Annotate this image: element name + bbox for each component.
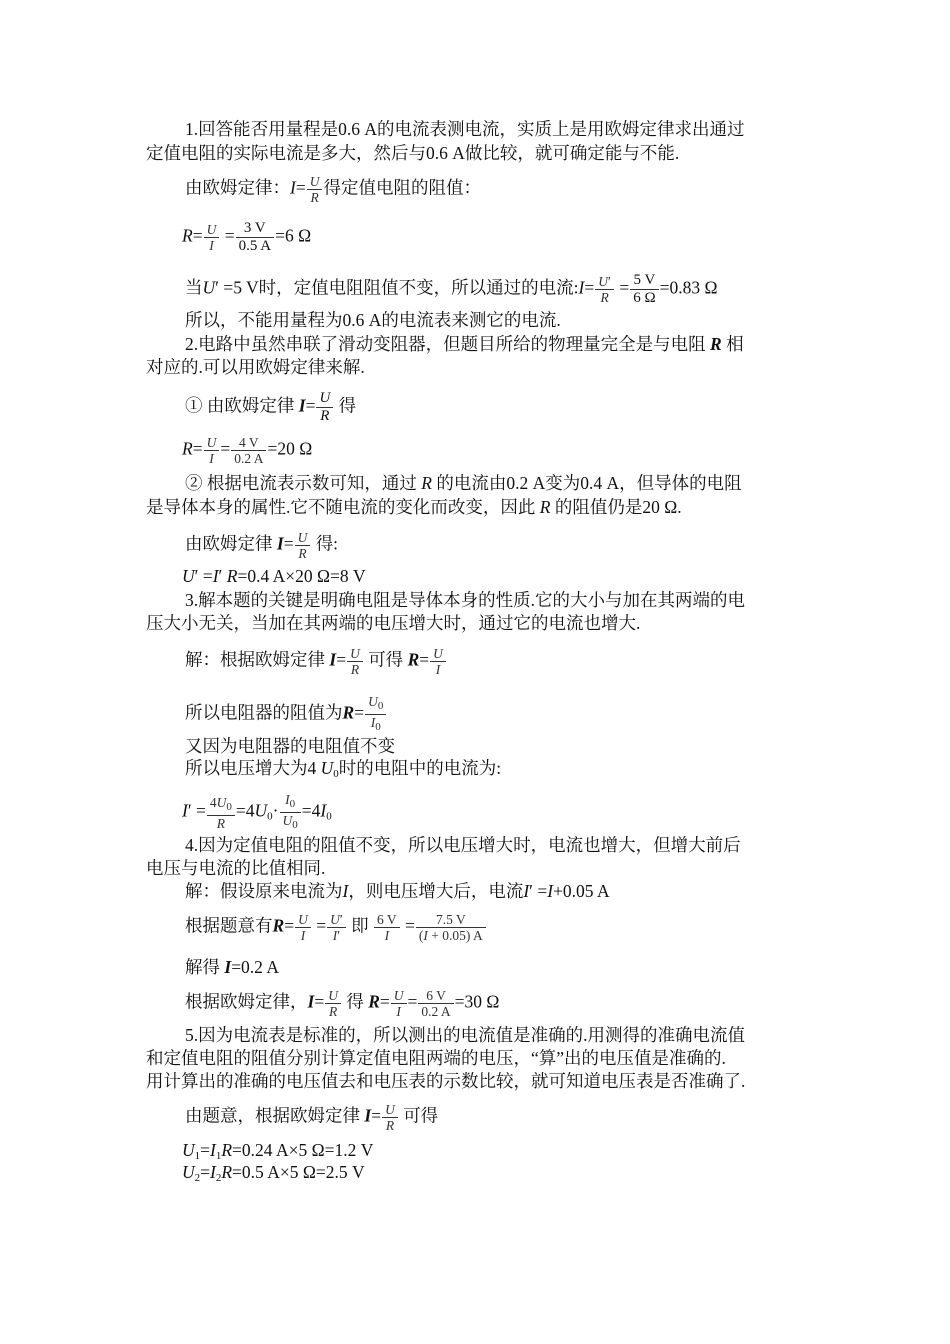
p2-step1: ① 由欧姆定律 I= $\frac{U}{R}$ 得 bbox=[185, 390, 357, 424]
p3-intro-cont: 压大小无关，当加在其两端的电压增大时，通过它的电流也增大. bbox=[146, 613, 641, 633]
p2-step2: ② 根据电流表示数可知，通过 R 的电流由0.2 A变为0.4 A，但导体的电阻 bbox=[185, 473, 742, 493]
fraction-U-over-R: $\frac{U}{R}$ bbox=[316, 390, 333, 425]
fraction-7-5V-over-I-plus: $\frac{7.5 V}{(I + 0.05) A}$ bbox=[416, 912, 486, 943]
fraction-values: $\frac{4 V}{0.2 A}$ bbox=[231, 435, 266, 466]
fraction-U-over-I: $\frac{U}{I}$ bbox=[204, 435, 220, 466]
fraction-U-over-I: $\frac{U}{I}$ bbox=[430, 646, 446, 677]
fraction-values: $\frac{6 V}{0.2 A}$ bbox=[418, 988, 453, 1019]
p2-resistance-equation: R= $\frac{U}{I}$ = $\frac{4 V}{0.2 A}$ =20 Ω bbox=[182, 435, 313, 466]
fraction-4U0-over-R: $\frac{4U_0}{R}$ bbox=[207, 795, 235, 831]
fraction-values: $\frac{3 V}{0.5 A}$ bbox=[236, 220, 275, 255]
fraction-U-prime-over-I-prime: $\frac{U'}{I'}$ bbox=[327, 912, 346, 943]
p3-resistor-value: 所以电阻器的阻值为R= $\frac{U_0}{I_0}$ bbox=[185, 694, 387, 735]
p1-ohm-law: 由欧姆定律：I= $\frac{U}{R}$ 得定值电阻的阻值： bbox=[185, 174, 481, 205]
p4-solve: 解得 I=0.2 A bbox=[185, 957, 279, 977]
fraction-U-prime-over-R: $\frac{U'}{R}$ bbox=[595, 274, 614, 305]
p1-conclusion: 所以，不能用量程为0.6 A的电流表来测它的电流. bbox=[185, 310, 561, 330]
p5-intro-cont2: 用计算出的准确的电压值去和电压表的示数比较，就可知道电压表是否准确了. bbox=[146, 1071, 746, 1091]
p1-intro-cont: 定值电阻的实际电流是多大，然后与0.6 A做比较，就可确定能与不能. bbox=[146, 143, 680, 163]
p2-ohm-law: 由欧姆定律 I= $\frac{U}{R}$ 得: bbox=[185, 530, 339, 561]
p5-u1-result: $U_1=I_1R=0.24$ A×5 Ω=1.2 V bbox=[182, 1140, 374, 1162]
fraction-U-over-I: $\frac{U}{I}$ bbox=[295, 912, 311, 943]
p2-step2-cont: 是导体本身的属性.它不随电流的变化而改变，因此 R 的阻值仍是20 Ω. bbox=[146, 497, 682, 517]
p2-voltage-result: U′ =I′ R=0.4 A×20 Ω=8 V bbox=[182, 566, 366, 586]
p4-intro: 4.因为定值电阻的阻值不变，所以电压增大时，电流也增大，但增大前后 bbox=[185, 835, 741, 855]
fraction-U-over-I: $\frac{U}{I}$ bbox=[204, 222, 220, 253]
p5-intro-cont: 和定值电阻的阻值分别计算定值电阻两端的电压，“算”出的电压值是准确的. bbox=[146, 1048, 726, 1068]
p1-current-equation: 当U′ =5 V时，定值电阻阻值不变，所以通过的电流:I= $\frac{U'}{R}$ = $\frac{5 V}{6 \Omega}$ =0.83 Ω bbox=[185, 272, 718, 306]
p1-resistance-equation: R= $\frac{U}{I}$ = $\frac{3 V}{0.5 A}$ =6 Ω bbox=[182, 220, 312, 254]
fraction-U0-over-I0: $\frac{U_0}{I_0}$ bbox=[365, 694, 386, 735]
p1-intro: 1.回答能否用量程是0.6 A的电流表测电流，实质上是用欧姆定律求出通过 bbox=[185, 119, 745, 139]
fraction-U-over-R: $\frac{U}{R}$ bbox=[295, 530, 311, 561]
p5-intro: 5.因为电流表是标准的，所以测出的电流值是准确的.用测得的准确电流值 bbox=[185, 1025, 745, 1045]
p3-solve: 解：根据欧姆定律 I= $\frac{U}{R}$ 可得 R= $\frac{U}{I}$ bbox=[185, 646, 447, 677]
fraction-U-over-R: $\frac{U}{R}$ bbox=[325, 988, 341, 1019]
fraction-U-over-R: $\frac{U}{R}$ bbox=[307, 174, 323, 205]
p2-intro: 2.电路中虽然串联了滑动变阻器，但题目所给的物理量完全是与电阻 R 相 bbox=[185, 334, 744, 354]
p2-intro-cont: 对应的.可以用欧姆定律来解. bbox=[146, 357, 365, 377]
p3-line-a: 又因为电阻器的电阻值不变 bbox=[185, 736, 395, 756]
p4-ratio-equation: 根据题意有R= $\frac{U}{I}$ = $\frac{U'}{I'}$ 即 $\frac{6 V}{I}$ = $\frac{7.5 V}{(I + 0.05) A}$ bbox=[185, 912, 487, 943]
fraction-6V-over-I: $\frac{6 V}{I}$ bbox=[374, 912, 400, 943]
p4-assume: 解：假设原来电流为I，则电压增大后，电流I′ =I+0.05 A bbox=[185, 881, 610, 901]
fraction-I0-over-U0: $\frac{I_0}{U_0}$ bbox=[280, 792, 301, 833]
fraction-U-over-I: $\frac{U}{I}$ bbox=[391, 988, 407, 1019]
fraction-5V-over-6ohm: $\frac{5 V}{6 \Omega}$ bbox=[630, 272, 658, 307]
p4-resistance-equation: 根据欧姆定律，I= $\frac{U}{R}$ 得 R= $\frac{U}{I}$ = $\frac{6 V}{0.2 A}$ =30 Ω bbox=[185, 988, 500, 1019]
p5-ohm-law: 由题意，根据欧姆定律 I= $\frac{U}{R}$ 可得 bbox=[185, 1102, 439, 1133]
p5-u2-result: $U_2=I_2R=0.5$ A×5 Ω=2.5 V bbox=[182, 1162, 365, 1184]
fraction-U-over-R: $\frac{U}{R}$ bbox=[347, 646, 363, 677]
p3-line-b: 所以电压增大为4 $U_0$时的电阻中的电流为: bbox=[185, 758, 502, 780]
p3-intro: 3.解本题的关键是明确电阻是导体本身的性质.它的大小与加在其两端的电 bbox=[185, 590, 745, 610]
p4-intro-cont: 电压与电流的比值相同. bbox=[146, 858, 326, 878]
fraction-U-over-R: $\frac{U}{R}$ bbox=[382, 1102, 398, 1133]
p3-current-equation: I′ = $\frac{4U_0}{R}$ $=4U_0\cdot$ $\frac{I_0}{U_0}$ $=4I_0$ bbox=[182, 792, 332, 831]
